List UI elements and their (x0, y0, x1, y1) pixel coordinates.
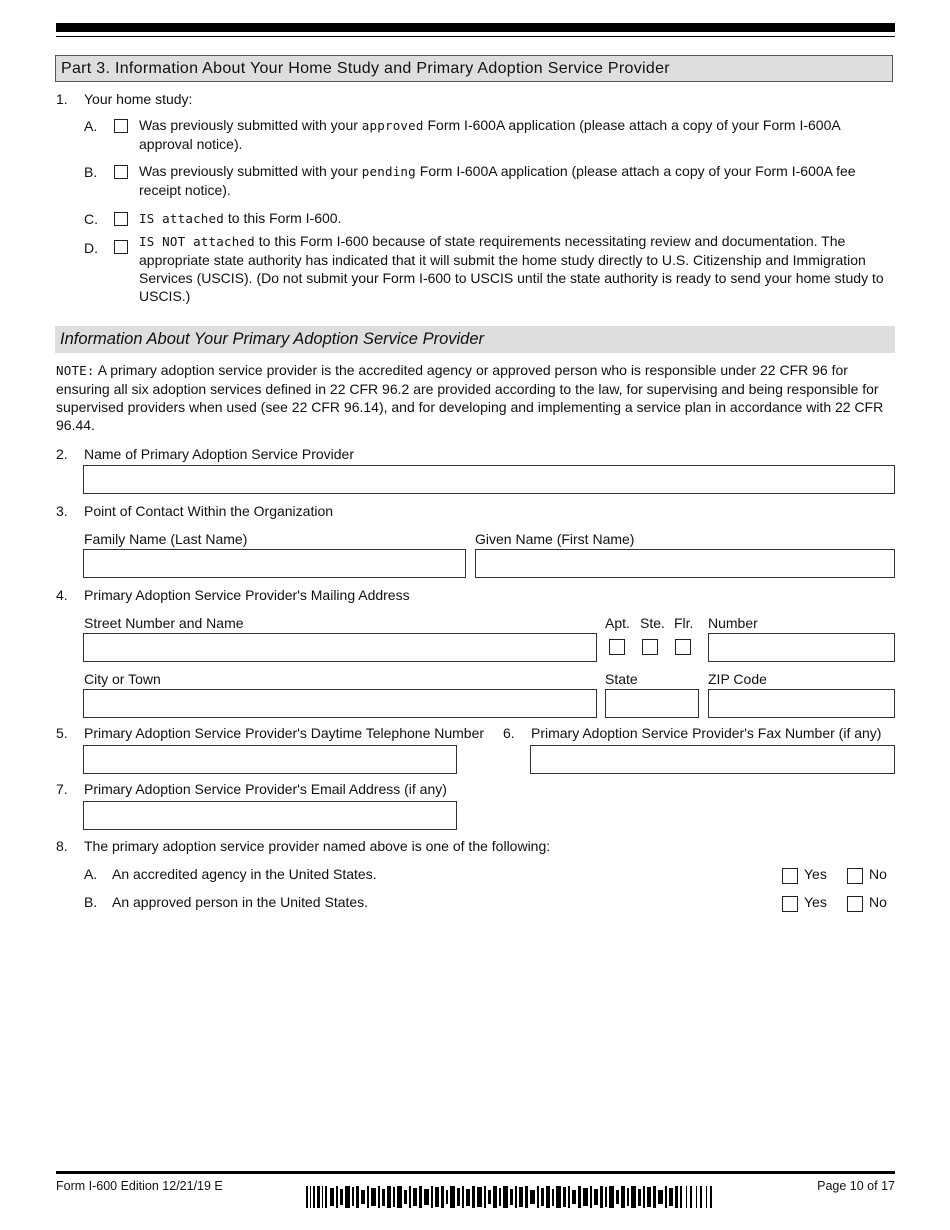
part-3-header: Part 3. Information About Your Home Study and Primary Adoption Service Provider (55, 55, 893, 82)
q8b-letter: B. (84, 894, 98, 910)
zip-label: ZIP Code (708, 671, 767, 687)
q3-number: 3. (56, 503, 68, 519)
barcode-image (306, 1186, 714, 1208)
q6-number: 6. (503, 725, 515, 741)
city-input[interactable] (83, 689, 597, 718)
q8b-no-label: No (869, 894, 887, 910)
email-input[interactable] (83, 801, 457, 830)
provider-section-header: Information About Your Primary Adoption Service Provider (55, 326, 895, 353)
q1c-text-code: IS attached (139, 211, 224, 226)
state-select[interactable] (605, 689, 699, 718)
apt-checkbox[interactable] (609, 639, 625, 655)
q1c-text-post: to this Form I-600. (223, 210, 342, 226)
q8a-yes-checkbox[interactable] (782, 868, 798, 884)
q1d-letter: D. (84, 240, 98, 256)
family-name-input[interactable] (83, 549, 466, 578)
q1a-text (139, 116, 889, 153)
q7-label: Primary Adoption Service Provider's Email Address (if any) (84, 781, 447, 797)
q1c-text (139, 209, 889, 228)
note-text: A primary adoption service provider is the accredited agency or approved person who is responsible under 22 CFR 96 for ensuring all six adoption services defined in 22 CFR 96.2 are provided according to the law, for supervising and being responsible for supervised providers when used (see 22 CFR 96.14), and for developing and implementing a service plan in accordance with 22 CFR 96.44. (56, 362, 884, 433)
number-label: Number (708, 615, 758, 631)
given-name-input[interactable] (475, 549, 895, 578)
q1d-text-code: IS NOT attached (139, 234, 255, 249)
q5-label: Primary Adoption Service Provider's Daytime Telephone Number (84, 725, 485, 741)
q1-label: Your home study: (84, 91, 193, 107)
q8b-text: An approved person in the United States. (112, 894, 369, 910)
q1b-text-code: pending (361, 164, 416, 179)
q8a-letter: A. (84, 866, 98, 882)
q1b-text (139, 162, 889, 199)
q4-number: 4. (56, 587, 68, 603)
q2-label: Name of Primary Adoption Service Provider (84, 446, 354, 462)
provider-name-input[interactable] (83, 465, 895, 494)
street-label: Street Number and Name (84, 615, 244, 631)
footer-page-number: Page 10 of 17 (817, 1179, 895, 1193)
top-rule-thick (56, 23, 895, 32)
q1c-letter: C. (84, 211, 98, 227)
q1a-letter: A. (84, 118, 98, 134)
q1a-text-post: Form I-600A application (please attach a copy of your Form I-600A approval notice). (139, 117, 840, 152)
city-label: City or Town (84, 671, 161, 687)
family-name-label: Family Name (Last Name) (84, 531, 248, 547)
given-name-label: Given Name (First Name) (475, 531, 635, 547)
flr-label: Flr. (674, 615, 694, 631)
q8b-no-checkbox[interactable] (847, 896, 863, 912)
street-input[interactable] (83, 633, 597, 662)
q1c-checkbox[interactable] (114, 212, 128, 226)
note-label: NOTE: (56, 363, 95, 378)
flr-checkbox[interactable] (675, 639, 691, 655)
ste-checkbox[interactable] (642, 639, 658, 655)
q1d-checkbox[interactable] (114, 240, 128, 254)
footer-form-edition: Form I-600 Edition 12/21/19 E (56, 1179, 223, 1193)
q1d-text (139, 232, 891, 305)
q2-number: 2. (56, 446, 68, 462)
q1b-text-post: Form I-600A application (please attach a copy of your Form I-600A fee receipt notice). (139, 163, 856, 198)
phone-input[interactable] (83, 745, 457, 774)
top-rule-thin (56, 36, 895, 37)
q1b-letter: B. (84, 164, 98, 180)
q1a-text-pre: Was previously submitted with your (139, 117, 362, 133)
q8a-yes-label: Yes (804, 866, 827, 882)
apt-label: Apt. (605, 615, 630, 631)
state-label: State (605, 671, 638, 687)
unit-number-input[interactable] (708, 633, 895, 662)
q8a-no-label: No (869, 866, 887, 882)
q1a-text-code: approved (361, 118, 424, 133)
q3-label: Point of Contact Within the Organization (84, 503, 334, 519)
provider-note (56, 361, 892, 434)
zip-input[interactable] (708, 689, 895, 718)
q4-label: Primary Adoption Service Provider's Mailing Address (84, 587, 410, 603)
q7-number: 7. (56, 781, 68, 797)
q5-number: 5. (56, 725, 68, 741)
q8-label: The primary adoption service provider named above is one of the following: (84, 838, 551, 854)
q8-number: 8. (56, 838, 68, 854)
q1b-text-pre: Was previously submitted with your (139, 163, 362, 179)
fax-input[interactable] (530, 745, 895, 774)
q1a-checkbox[interactable] (114, 119, 128, 133)
q8a-no-checkbox[interactable] (847, 868, 863, 884)
ste-label: Ste. (640, 615, 665, 631)
q1b-checkbox[interactable] (114, 165, 128, 179)
q1d-text-post: to this Form I-600 because of state requirements necessitating review and documentation. The appropriate state authority has indicated that it will submit the home study directly to U.S. Citizenship and Immigration Services (USCIS). (Do not submit your Form I-600 to USCIS until the state authority is ready to send your home study to USCIS.) (139, 233, 884, 304)
q8b-yes-checkbox[interactable] (782, 896, 798, 912)
q8a-text: An accredited agency in the United States. (112, 866, 377, 882)
q1-number: 1. (56, 91, 68, 107)
q8b-yes-label: Yes (804, 894, 827, 910)
footer-rule (56, 1171, 895, 1174)
q6-label: Primary Adoption Service Provider's Fax Number (if any) (531, 725, 882, 741)
